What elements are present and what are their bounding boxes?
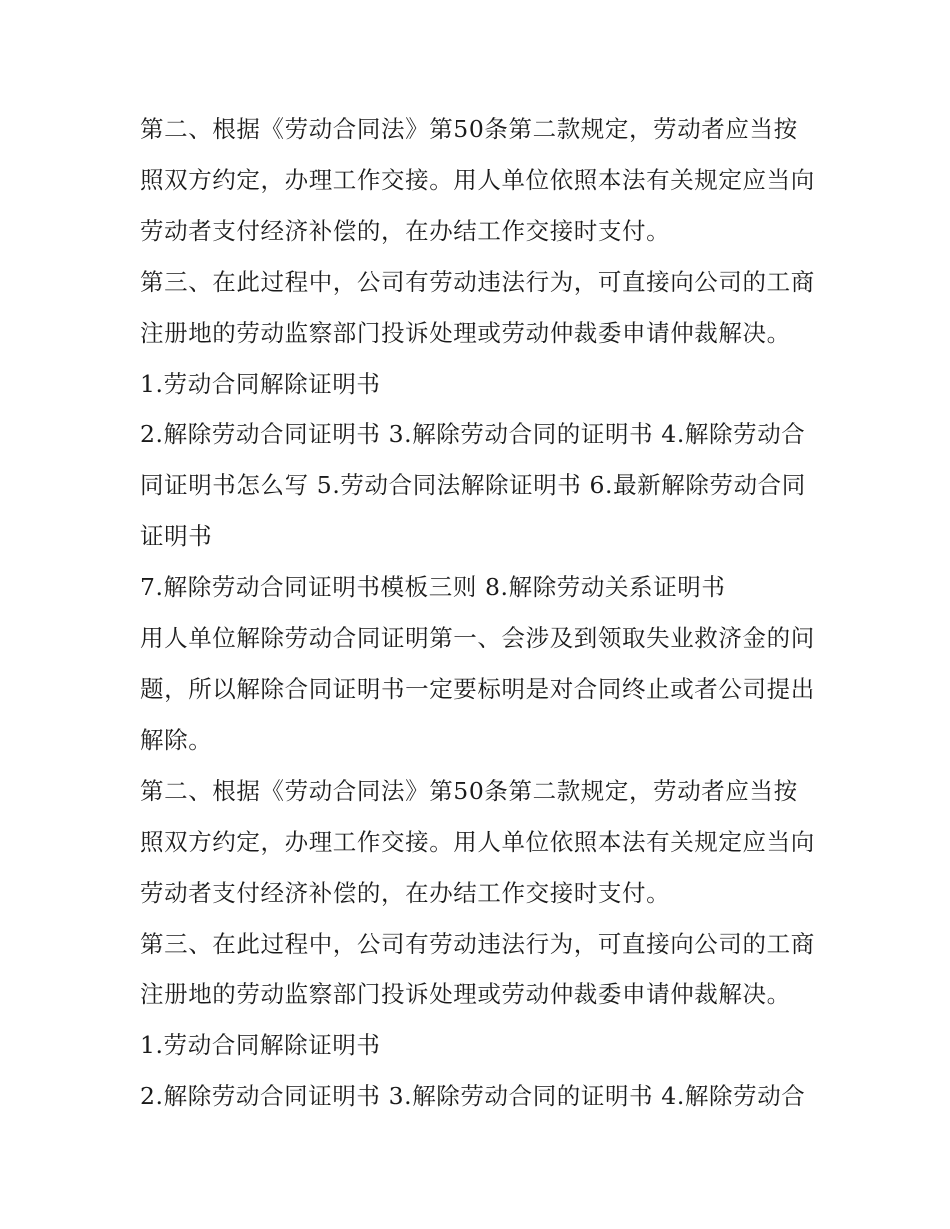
paragraph-handover: 第二、根据《劳动合同法》第50条第二款规定，劳动者应当按照双方约定，办理工作交接。用人单位依照本法有关规定应当向劳动者支付经济补偿的，在办结工作交接时支付。 bbox=[140, 115, 815, 245]
paragraph-list-7-8: 7.解除劳动合同证明书模板三则 8.解除劳动关系证明书 bbox=[140, 573, 726, 602]
paragraph-complaint-repeat: 第三、在此过程中，公司有劳动违法行为，可直接向公司的工商注册地的劳动监察部门投诉处理或劳动仲裁委申请仲裁解决。 1.劳动合同解除证明书 bbox=[140, 929, 815, 1060]
paragraph-unemployment: 用人单位解除劳动合同证明第一、会涉及到领取失业救济金的问题，所以解除合同证明书一定要标明是对合同终止或者公司提出解除。 bbox=[140, 624, 815, 754]
paragraph-list-truncated: 2.解除劳动合同证明书 3.解除劳动合同的证明书 4.解除劳动合 bbox=[140, 1082, 806, 1111]
document-page bbox=[140, 104, 820, 1122]
paragraph-list-2-6: 2.解除劳动合同证明书 3.解除劳动合同的证明书 4.解除劳动合同证明书怎么写 5.劳动合同法解除证明书 6.最新解除劳动合同证明书 bbox=[140, 420, 806, 551]
paragraph-complaint: 第三、在此过程中，公司有劳动违法行为，可直接向公司的工商注册地的劳动监察部门投诉处理或劳动仲裁委申请仲裁解决。 1.劳动合同解除证明书 bbox=[140, 267, 815, 398]
paragraph-handover-repeat: 第二、根据《劳动合同法》第50条第二款规定，劳动者应当按照双方约定，办理工作交接。用人单位依照本法有关规定应当向劳动者支付经济补偿的，在办结工作交接时支付。 bbox=[140, 776, 815, 907]
